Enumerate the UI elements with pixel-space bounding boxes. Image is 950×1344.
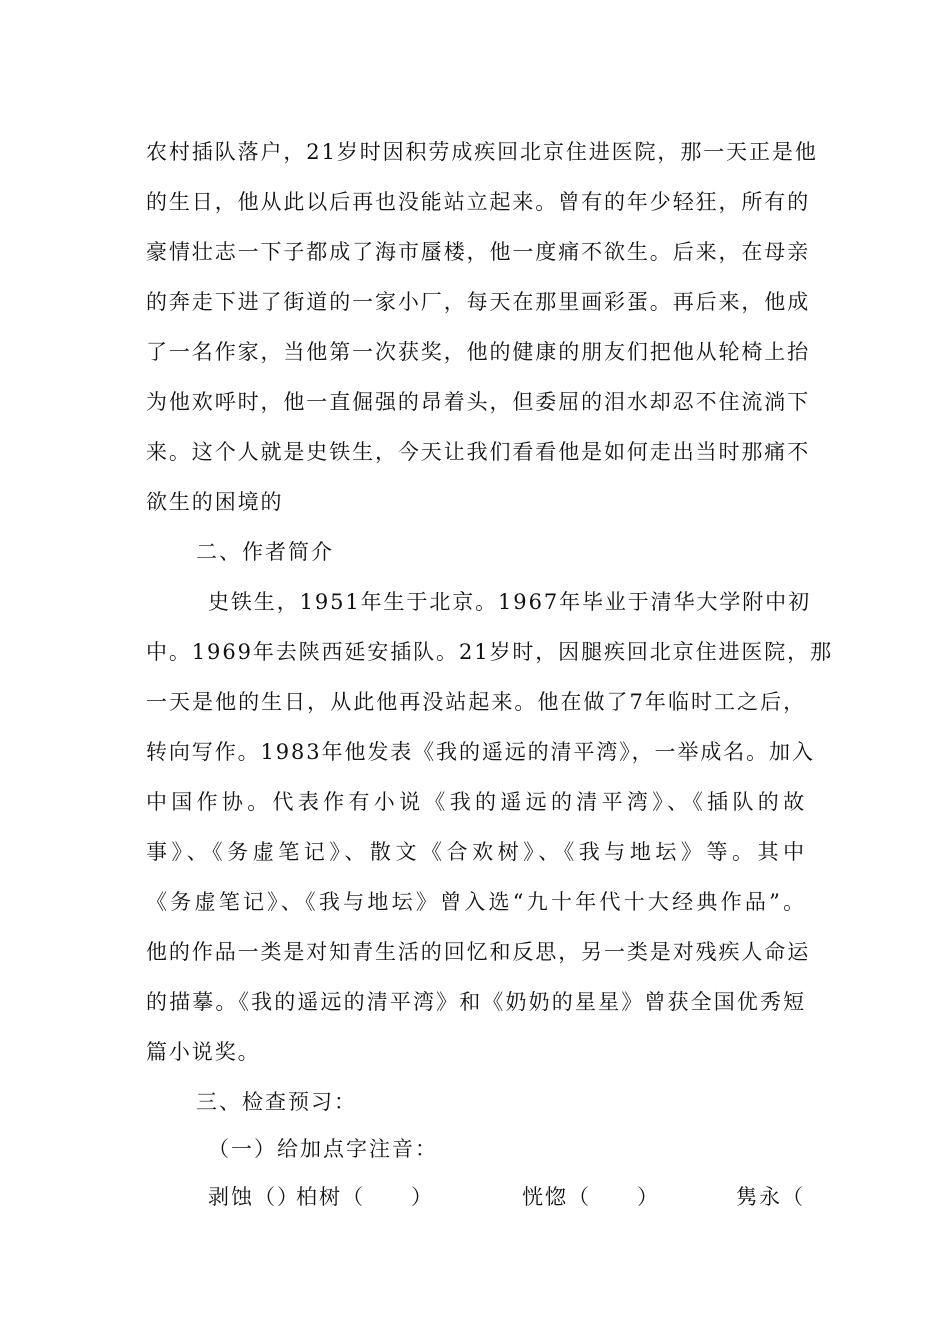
intro-line-4: 的奔走下进了街道的一家小厂，每天在那里画彩蛋。再后来，他成 <box>146 290 811 314</box>
intro-line-5: 了一名作家，当他第一次获奖，他的健康的朋友们把他从轮椅上抬 <box>146 340 811 364</box>
section-heading-author: 二、作者简介 <box>196 540 334 564</box>
intro-line-7: 来。这个人就是史铁生，今天让我们看看他是如何走出当时那痛不 <box>146 440 811 464</box>
author-line-1: 史铁生，1951年生于北京。1967年毕业于清华大学附中初 <box>208 590 811 614</box>
intro-line-1: 农村插队落户，21岁时因积劳成疾回北京住进医院，那一天正是他 <box>146 140 818 164</box>
subsection-heading-pinyin: （一）给加点字注音： <box>208 1137 438 1161</box>
author-line-2: 中。1969年去陕西延安插队。21岁时，因腿疾回北京住进医院，那 <box>146 640 833 664</box>
intro-line-3: 豪情壮志一下子都成了海市蜃楼，他一度痛不欲生。后来，在母亲 <box>146 240 811 264</box>
section-heading-preview: 三、检查预习： <box>196 1090 357 1114</box>
author-line-9: 的描摹。《我的遥远的清平湾》和《奶奶的星星》曾获全国优秀短 <box>146 990 806 1014</box>
intro-line-2: 的生日，他从此以后再也没能站立起来。曾有的年少轻狂，所有的 <box>146 190 811 214</box>
pinyin-item-2: 柏树（ ） <box>296 1185 434 1209</box>
author-line-6: 事》、《务虚笔记》、散文《合欢树》、《我与地坛》等。其中 <box>146 840 806 864</box>
intro-line-8: 欲生的困境的 <box>146 490 284 514</box>
intro-line-6: 为他欢呼时，他一直倔强的昂着头，但委屈的泪水却忍不住流淌下 <box>146 390 811 414</box>
pinyin-exercise-row <box>208 1184 808 1210</box>
author-line-4: 转向写作。1983年他发表《我的遥远的清平湾》，一举成名。加入 <box>146 740 815 764</box>
author-line-5: 中国作协。代表作有小说《我的遥远的清平湾》、《插队的故 <box>146 790 806 814</box>
author-line-8: 他的作品一类是对知青生活的回忆和反思，另一类是对残疾人命运 <box>146 940 811 964</box>
author-line-7: 《务虚笔记》、《我与地坛》曾入选“九十年代十大经典作品”。 <box>146 890 806 914</box>
pinyin-item-4: 隽永（ <box>736 1185 805 1209</box>
author-line-10: 篇小说奖。 <box>146 1040 261 1064</box>
pinyin-item-1: 剥蚀（） <box>208 1185 300 1209</box>
author-line-3: 一天是他的生日，从此他再没站起来。他在做了7年临时工之后， <box>146 690 806 714</box>
pinyin-item-3: 恍惚（ ） <box>522 1185 660 1209</box>
